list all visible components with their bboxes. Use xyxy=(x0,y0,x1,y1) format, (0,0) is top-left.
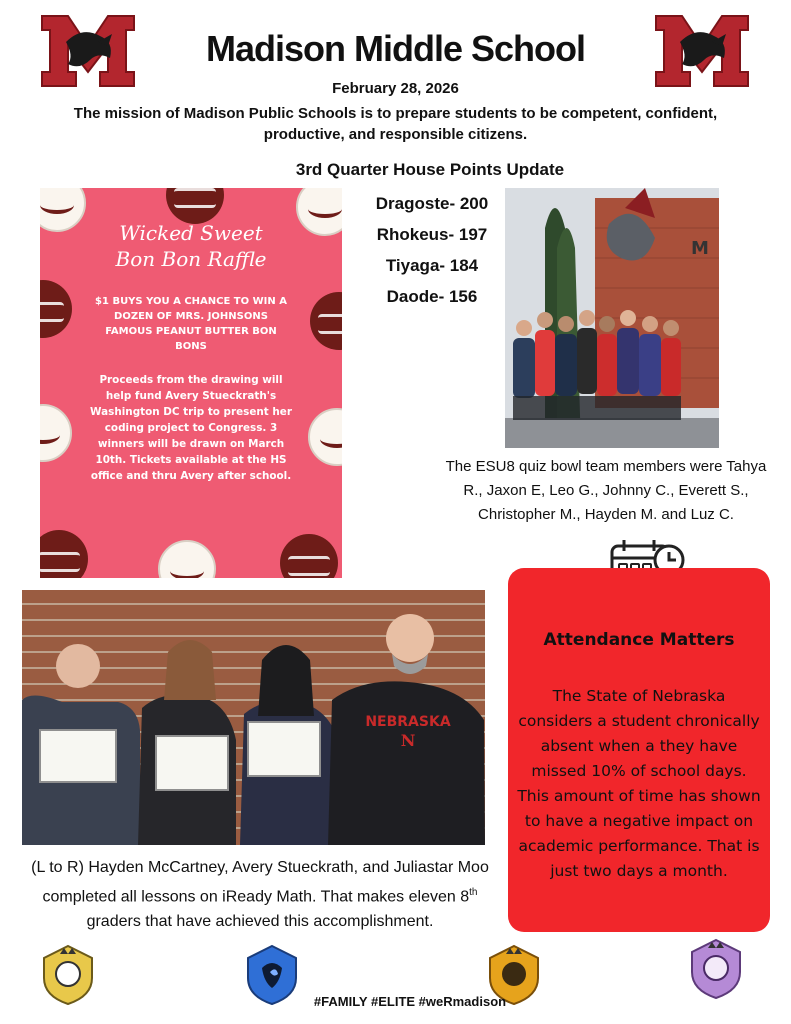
madison-m-logo-icon xyxy=(652,12,752,88)
bonbon-icon xyxy=(296,188,342,236)
quiz-bowl-caption: The ESU8 quiz bowl team members were Tahya R., Jaxon E, Leo G., Johnny C., Everett S., Christopher M., Hayden M. and Luz C. xyxy=(445,458,767,523)
house-points-entry: Rhokeus- 197 xyxy=(376,225,488,244)
bonbon-icon xyxy=(40,404,72,462)
iready-students-photo xyxy=(22,590,485,845)
bonbon-icon xyxy=(40,280,72,338)
house-points-entry: Daode- 156 xyxy=(386,287,478,306)
quiz-bowl-team-photo xyxy=(505,188,719,448)
iready-caption-text-end: graders that have achieved this accomplishment. xyxy=(86,913,434,931)
bonbon-icon xyxy=(310,292,342,350)
building-letters: M xyxy=(691,238,709,259)
mission-statement: The mission of Madison Public Schools is to prepare students to be competent, confident, productive, and responsible citizens. xyxy=(73,105,718,143)
bonbon-raffle-poster xyxy=(40,188,342,578)
house-points-entry: Tiyaga- 184 xyxy=(385,256,479,275)
poster-details-text: Proceeds from the drawing will help fund Avery Stueckrath's Washington DC trip to present her coding project to Congress. 3 winners will be drawn on March 10th. Tickets available at the HS office and thru Avery after school. xyxy=(90,374,292,482)
house-crest-dragoste-icon xyxy=(40,944,96,1006)
shirt-logo: NEBRASKA xyxy=(365,714,451,730)
attendance-title: Attendance Matters xyxy=(543,630,735,650)
poster-heading xyxy=(80,220,302,272)
iready-caption-sup: th xyxy=(469,887,478,898)
hashtags-footer: #FAMILY #ELITE #weRmadison xyxy=(313,994,507,1009)
house-crest-rhokeus-icon xyxy=(244,944,300,1006)
poster-heading-line: Wicked Sweet xyxy=(119,221,263,245)
page-title: Madison Middle School xyxy=(205,28,585,69)
iready-caption xyxy=(30,855,490,934)
newsletter-date: February 28, 2026 xyxy=(332,80,459,97)
madison-m-logo-icon xyxy=(38,12,138,88)
house-points-entry: Dragoste- 200 xyxy=(375,194,489,213)
house-crest-daode-icon xyxy=(688,938,744,1000)
house-points-list xyxy=(372,188,492,312)
iready-caption-text: (L to R) Hayden McCartney, Avery Stueckrath, and Juliastar Moo completed all lessons on iReady Math. That makes eleven 8 xyxy=(31,859,489,906)
attendance-text: The State of Nebraska considers a student chronically absent when a they have missed 10% of school days. This amount of time has shown to have a negative impact on academic performance. That is just two days a month. xyxy=(517,687,761,880)
poster-offer-text: $1 BUYS YOU A CHANCE TO WIN A DOZEN OF MRS. JOHNSONS FAMOUS PEANUT BUTTER BON BONS xyxy=(95,296,287,352)
attendance-box xyxy=(508,568,770,932)
bonbon-icon xyxy=(280,534,338,578)
poster-heading-line: Bon Bon Raffle xyxy=(115,247,267,271)
shirt-n-logo-icon: N xyxy=(400,731,416,750)
house-points-title: 3rd Quarter House Points Update xyxy=(295,160,565,179)
bonbon-icon xyxy=(158,540,216,578)
bonbon-icon xyxy=(40,530,88,578)
bonbon-icon xyxy=(166,188,224,224)
bonbon-icon xyxy=(308,408,342,466)
